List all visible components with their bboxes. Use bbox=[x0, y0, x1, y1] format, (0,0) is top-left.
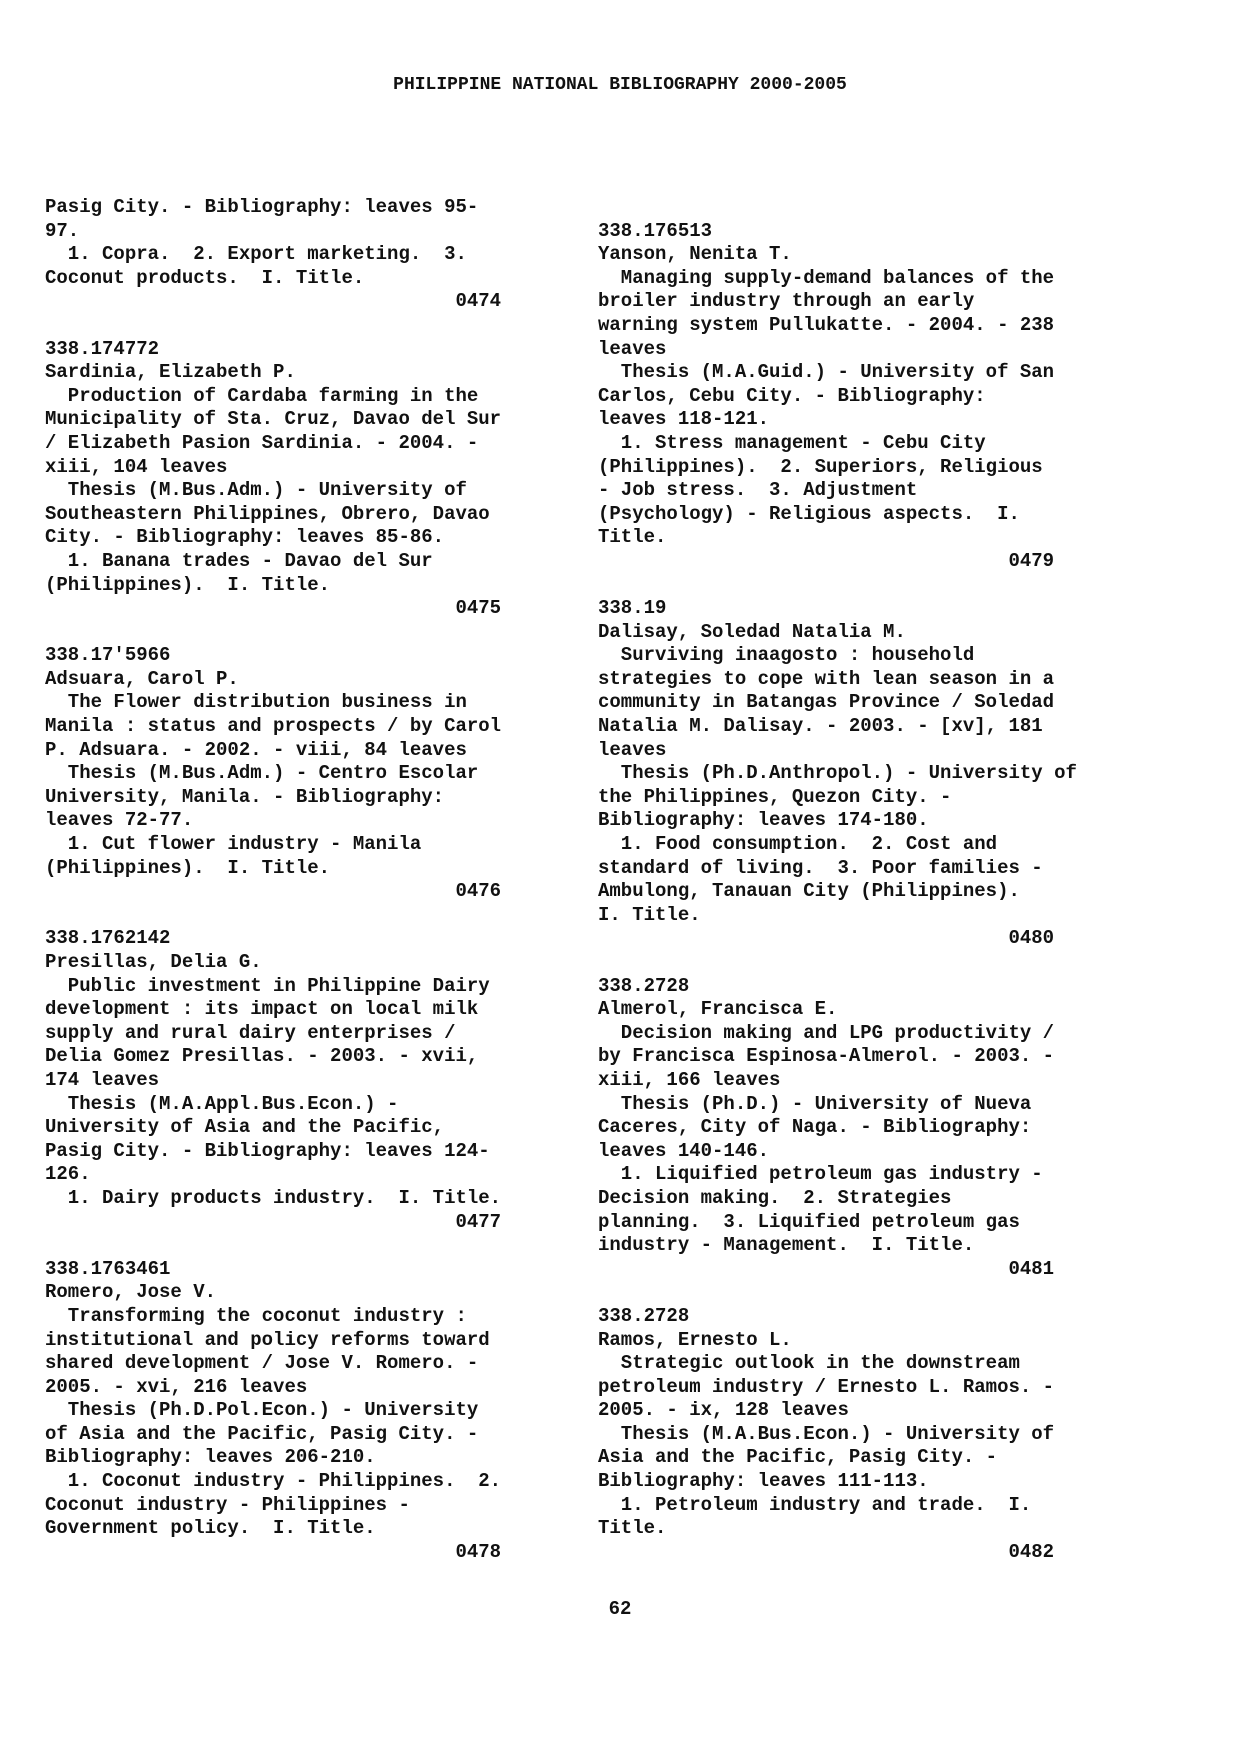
entry-line: warning system Pullukatte. - 2004. - 238 bbox=[598, 313, 1055, 336]
entry-line: Decision making. 2. Strategies bbox=[598, 1186, 952, 1209]
entry-line: University of Asia and the Pacific, bbox=[45, 1116, 445, 1139]
entry-line: 338.19 bbox=[598, 597, 667, 620]
left-column bbox=[45, 196, 565, 1564]
entry-line: - Job stress. 3. Adjustment bbox=[598, 479, 918, 502]
entry-line: (Philippines). I. Title. bbox=[45, 856, 331, 879]
entry-line: xiii, 104 leaves bbox=[45, 455, 228, 478]
entry-line: Southeastern Philippines, Obrero, Davao bbox=[45, 502, 490, 525]
entry-line bbox=[598, 574, 1118, 598]
entry-line: Romero, Jose V. bbox=[45, 1281, 217, 1304]
entry-line: 338.176513 bbox=[598, 219, 713, 242]
entry-line: 338.2728 bbox=[598, 974, 690, 997]
entry-line: University, Manila. - Bibliography: bbox=[45, 785, 445, 808]
entry-line: leaves bbox=[598, 738, 667, 761]
entry-line: Natalia M. Dalisay. - 2003. - [xv], 181 bbox=[598, 715, 1043, 738]
right-column bbox=[598, 196, 1118, 1564]
entry-line: Coconut industry - Philippines - bbox=[45, 1493, 410, 1516]
entry-line: Bibliography: leaves 206-210. bbox=[45, 1446, 376, 1469]
entry-line: Bibliography: leaves 111-113. bbox=[598, 1470, 929, 1493]
page-number: 62 bbox=[608, 1598, 632, 1620]
entry-line: of Asia and the Pacific, Pasig City. - bbox=[45, 1422, 479, 1445]
entry-line: Adsuara, Carol P. bbox=[45, 667, 239, 690]
entry-line: 0477 bbox=[45, 1210, 502, 1233]
entry-line bbox=[45, 314, 565, 338]
entry-line: Production of Cardaba farming in the bbox=[45, 384, 479, 407]
entry-line: Sardinia, Elizabeth P. bbox=[45, 361, 296, 384]
entry-line: supply and rural dairy enterprises / bbox=[45, 1021, 456, 1044]
entry-line: Almerol, Francisca E. bbox=[598, 998, 838, 1021]
entry-line: I. Title. bbox=[598, 903, 701, 926]
entry-line: 1. Stress management - Cebu City bbox=[598, 431, 986, 454]
entry-line: Dalisay, Soledad Natalia M. bbox=[598, 620, 906, 643]
entry-line: 174 leaves bbox=[45, 1068, 160, 1091]
entry-line: by Francisca Espinosa-Almerol. - 2003. - bbox=[598, 1045, 1055, 1068]
entry-line: Public investment in Philippine Dairy bbox=[45, 974, 490, 997]
entry-line: Ambulong, Tanauan City (Philippines). bbox=[598, 880, 1020, 903]
entry-line: 1. Food consumption. 2. Cost and bbox=[598, 833, 998, 856]
entry-line: 0478 bbox=[45, 1540, 502, 1563]
entry-line: (Psychology) - Religious aspects. I. bbox=[598, 502, 1020, 525]
entry-line: 338.2728 bbox=[598, 1304, 690, 1327]
entry-line: 0476 bbox=[45, 880, 502, 903]
entry-line: xiii, 166 leaves bbox=[598, 1068, 781, 1091]
entry-line: Title. bbox=[598, 1517, 667, 1540]
entry-line: Thesis (Ph.D.) - University of Nueva bbox=[598, 1092, 1032, 1115]
entry-line: planning. 3. Liquified petroleum gas bbox=[598, 1210, 1020, 1233]
entry-line: 338.17'5966 bbox=[45, 644, 171, 667]
entry-line: strategies to cope with lean season in a bbox=[598, 667, 1055, 690]
entry-line: 1. Coconut industry - Philippines. 2. bbox=[45, 1470, 502, 1493]
entry-line: Presillas, Delia G. bbox=[45, 951, 262, 973]
entry-line: The Flower distribution business in bbox=[45, 691, 467, 714]
entry-line: Coconut products. I. Title. bbox=[45, 266, 365, 289]
entry-line: Thesis (M.A.Guid.) - University of San bbox=[598, 361, 1055, 384]
entry-line: 97. bbox=[45, 219, 80, 242]
entry-line bbox=[45, 1234, 565, 1258]
entry-line: Managing supply-demand balances of the bbox=[598, 266, 1055, 289]
entry-line: 1. Copra. 2. Export marketing. 3. bbox=[45, 243, 467, 266]
entry-line: community in Batangas Province / Soledad bbox=[598, 691, 1055, 714]
page-header: PHILIPPINE NATIONAL BIBLIOGRAPHY 2000-2005 bbox=[393, 75, 847, 95]
entry-line bbox=[598, 196, 1118, 220]
entry-line: Ramos, Ernesto L. bbox=[598, 1328, 792, 1351]
entry-line: Decision making and LPG productivity / bbox=[598, 1021, 1055, 1044]
entry-line: Government policy. I. Title. bbox=[45, 1517, 376, 1540]
entry-line: (Philippines). I. Title. bbox=[45, 573, 331, 596]
entry-line: broiler industry through an early bbox=[598, 290, 975, 313]
entry-line: Strategic outlook in the downstream bbox=[598, 1352, 1020, 1375]
entry-line bbox=[598, 951, 1118, 975]
entry-line: Asia and the Pacific, Pasig City. - bbox=[598, 1446, 998, 1469]
entry-line: 0481 bbox=[598, 1257, 1055, 1280]
entry-line: leaves 72-77. bbox=[45, 809, 194, 832]
entry-line: Municipality of Sta. Cruz, Davao del Sur bbox=[45, 408, 502, 431]
entry-line: Thesis (M.A.Appl.Bus.Econ.) - bbox=[45, 1092, 399, 1115]
entry-line: 338.174772 bbox=[45, 337, 160, 360]
entry-line: Thesis (M.Bus.Adm.) - Centro Escolar bbox=[45, 762, 479, 785]
entry-line: 2005. - xvi, 216 leaves bbox=[45, 1375, 308, 1398]
entry-line: Thesis (M.Bus.Adm.) - University of bbox=[45, 479, 467, 502]
entry-line: 0482 bbox=[598, 1540, 1055, 1563]
entry-line: 1. Banana trades - Davao del Sur bbox=[45, 549, 433, 572]
entry-line: Caceres, City of Naga. - Bibliography: bbox=[598, 1116, 1032, 1139]
entry-line: standard of living. 3. Poor families - bbox=[598, 856, 1043, 879]
entry-line: 1. Dairy products industry. I. Title. bbox=[45, 1186, 502, 1209]
entry-line: Yanson, Nenita T. bbox=[598, 243, 792, 266]
entry-line: Carlos, Cebu City. - Bibliography: bbox=[598, 384, 986, 407]
entry-line: petroleum industry / Ernesto L. Ramos. - bbox=[598, 1375, 1055, 1398]
entry-line bbox=[45, 621, 565, 645]
entry-line: Title. bbox=[598, 526, 667, 549]
entry-line: / Elizabeth Pasion Sardinia. - 2004. - bbox=[45, 431, 479, 454]
entry-line: institutional and policy reforms toward bbox=[45, 1328, 490, 1351]
entry-line: shared development / Jose V. Romero. - bbox=[45, 1352, 479, 1375]
entry-line: 338.1762142 bbox=[45, 927, 171, 950]
entry-line: P. Adsuara. - 2002. - viii, 84 leaves bbox=[45, 738, 467, 761]
entry-line: Bibliography: leaves 174-180. bbox=[598, 809, 929, 832]
entry-line: the Philippines, Quezon City. - bbox=[598, 785, 952, 808]
entry-line: 0475 bbox=[45, 597, 502, 620]
entry-line: 0480 bbox=[598, 927, 1055, 950]
entry-line: leaves bbox=[598, 337, 667, 360]
entry-line: Pasig City. - Bibliography: leaves 95- bbox=[45, 196, 479, 218]
entry-line: development : its impact on local milk bbox=[45, 998, 479, 1021]
entry-line bbox=[598, 1281, 1118, 1305]
entry-line: 1. Cut flower industry - Manila bbox=[45, 833, 422, 856]
entry-line: industry - Management. I. Title. bbox=[598, 1234, 975, 1257]
entry-line: Surviving inaagosto : household bbox=[598, 644, 975, 667]
entry-line: Transforming the coconut industry : bbox=[45, 1304, 467, 1327]
entry-line: 1. Liquified petroleum gas industry - bbox=[598, 1163, 1043, 1186]
entry-line: 126. bbox=[45, 1163, 91, 1186]
entry-line: Thesis (Ph.D.Anthropol.) - University of bbox=[598, 762, 1077, 785]
entry-line: Thesis (Ph.D.Pol.Econ.) - University bbox=[45, 1399, 479, 1422]
entry-line: Delia Gomez Presillas. - 2003. - xvii, bbox=[45, 1045, 479, 1068]
entry-line: Thesis (M.A.Bus.Econ.) - University of bbox=[598, 1422, 1055, 1445]
entry-line: Manila : status and prospects / by Carol bbox=[45, 715, 502, 738]
entry-line: leaves 118-121. bbox=[598, 408, 770, 431]
entry-line: City. - Bibliography: leaves 85-86. bbox=[45, 526, 445, 549]
entry-line: 338.1763461 bbox=[45, 1257, 171, 1280]
entry-line: 2005. - ix, 128 leaves bbox=[598, 1399, 849, 1422]
entry-line: 0474 bbox=[45, 290, 502, 313]
entry-line: (Philippines). 2. Superiors, Religious bbox=[598, 455, 1043, 478]
entry-line: leaves 140-146. bbox=[598, 1139, 770, 1162]
entry-line: 1. Petroleum industry and trade. I. bbox=[598, 1493, 1032, 1516]
entry-line: 0479 bbox=[598, 549, 1055, 572]
entry-line bbox=[45, 904, 565, 928]
entry-line: Pasig City. - Bibliography: leaves 124- bbox=[45, 1139, 490, 1162]
